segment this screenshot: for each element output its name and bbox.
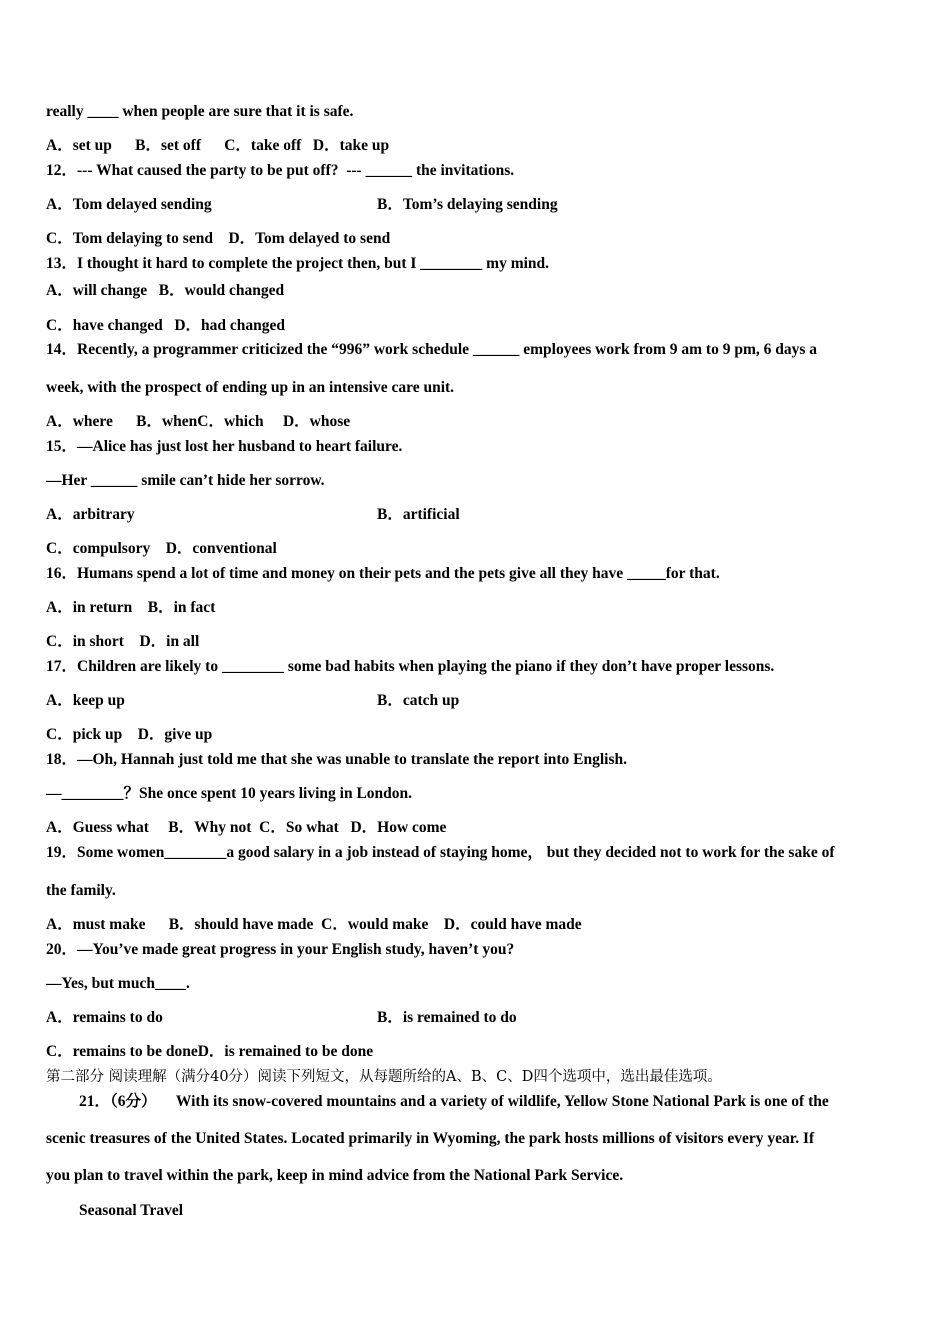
q15-stem-cont: —Her ______ smile can’t hide her sorrow.: [46, 472, 325, 489]
passage-line: scenic treasures of the United States. Located primarily in Wyoming, the park hosts millions of visitors every year. If: [46, 1130, 815, 1147]
passage-line: 21．（6分） With its snow-covered mountains and a variety of wildlife, Yellow Stone National Park is one of the: [79, 1093, 829, 1110]
q17-stem: 17．Children are likely to ________ some bad habits when playing the piano if they don’t have proper lessons.: [46, 658, 775, 675]
q16-options-ab: A．in return B．in fact: [46, 599, 216, 616]
q11-stem-end: really ____ when people are sure that it is safe.: [46, 103, 354, 120]
q13-options-cd: C．have changed D．had changed: [46, 317, 285, 334]
passage-subheading: Seasonal Travel: [79, 1202, 184, 1219]
q12-options-ab: A．Tom delayed sending B．Tom’s delaying sending: [46, 196, 558, 213]
q15-options-cd: C．compulsory D．conventional: [46, 540, 277, 557]
q15-stem: 15．—Alice has just lost her husband to heart failure.: [46, 438, 403, 455]
q20-options-cd: C．remains to be doneD．is remained to be done: [46, 1043, 374, 1060]
passage-line: you plan to travel within the park, keep in mind advice from the National Park Service.: [46, 1167, 624, 1184]
q18-options: A．Guess what B．Why not C．So what D．How come: [46, 819, 447, 836]
q19-stem: 19．Some women________a good salary in a job instead of staying home， but they decided not to work for the sake of: [46, 844, 835, 861]
q18-stem-cont: —________？She once spent 10 years living in London.: [46, 785, 413, 802]
section-heading: 第二部分 阅读理解（满分40分）阅读下列短文，从每题所给的A、B、C、D四个选项中，选出最佳选项。: [46, 1069, 722, 1085]
q20-stem: 20．—You’ve made great progress in your English study, haven’t you?: [46, 941, 515, 958]
q14-stem: 14．Recently, a programmer criticized the “996” work schedule ______ employees work from 9 am to 9 pm, 6 days a: [46, 341, 818, 358]
q20-stem-cont: —Yes, but much____.: [46, 975, 190, 992]
q19-stem-cont: the family.: [46, 882, 116, 899]
q12-stem: 12．--- What caused the party to be put off? --- ______ the invitations.: [46, 162, 515, 179]
q11-options: A．set up B．set off C．take off D．take up: [46, 137, 390, 154]
q13-stem: 13．I thought it hard to complete the project then, but I ________ my mind.: [46, 255, 550, 272]
q15-options-ab: A．arbitrary B．artificial: [46, 506, 460, 523]
q18-stem: 18．—Oh, Hannah just told me that she was unable to translate the report into English.: [46, 751, 628, 768]
q16-options-cd: C．in short D．in all: [46, 633, 200, 650]
q20-options-ab: A．remains to do B．is remained to do: [46, 1009, 517, 1026]
q14-stem-cont: week, with the prospect of ending up in an intensive care unit.: [46, 379, 455, 396]
q17-options-ab: A．keep up B．catch up: [46, 692, 460, 709]
q19-options: A．must make B．should have made C．would make D．could have made: [46, 916, 582, 933]
q13-options-ab: A．will change B．would changed: [46, 282, 285, 299]
q16-stem: 16．Humans spend a lot of time and money on their pets and the pets give all they have _____for that.: [46, 565, 720, 582]
q12-options-cd: C．Tom delaying to send D．Tom delayed to send: [46, 230, 391, 247]
q17-options-cd: C．pick up D．give up: [46, 726, 213, 743]
q14-options: A．where B．whenC．which D．whose: [46, 413, 351, 430]
